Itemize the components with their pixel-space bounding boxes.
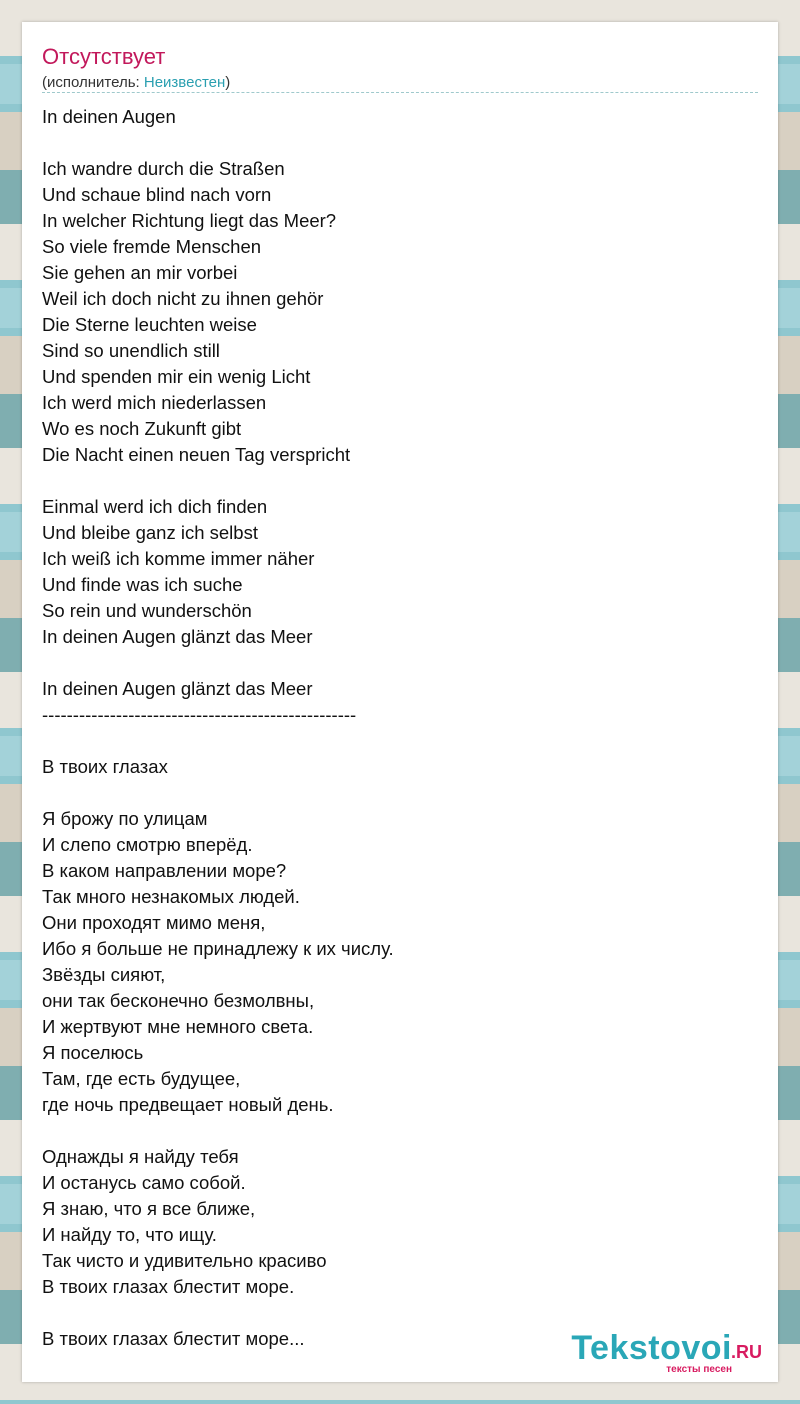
lyric-line: Weil ich doch nicht zu ihnen gehör xyxy=(42,288,324,309)
lyric-line: Die Nacht einen neuen Tag verspricht xyxy=(42,444,351,465)
lyric-line: В твоих глазах xyxy=(42,756,168,777)
lyric-line: Die Sterne leuchten weise xyxy=(42,314,257,335)
lyric-line: Они проходят мимо меня, xyxy=(42,912,266,933)
lyric-line: In welcher Richtung liegt das Meer? xyxy=(42,210,337,231)
lyric-line: Я знаю, что я все ближе, xyxy=(42,1198,256,1219)
logo-domain: .RU xyxy=(731,1342,762,1362)
lyric-line: Ich weiß ich komme immer näher xyxy=(42,548,315,569)
artist-line xyxy=(42,74,230,92)
lyric-line: Und bleibe ganz ich selbst xyxy=(42,522,258,543)
lyric-line: И слепо смотрю вперёд. xyxy=(42,834,253,855)
lyric-line: So rein und wunderschön xyxy=(42,600,252,621)
artist-suffix: ) xyxy=(225,74,231,91)
song-title: Отсутствует xyxy=(42,44,166,69)
lyric-line: где ночь предвещает новый день. xyxy=(42,1094,334,1115)
lyric-line: Ибо я больше не принадлежу к их числу. xyxy=(42,938,394,959)
lyric-line: Ich wandre durch die Straßen xyxy=(42,158,285,179)
lyric-line: Там, где есть будущее, xyxy=(42,1068,241,1089)
lyric-line: И жертвуют мне немного света. xyxy=(42,1016,314,1037)
lyric-line: они так бесконечно безмолвны, xyxy=(42,990,315,1011)
logo-wordmark: Tekstovoi xyxy=(571,1329,732,1367)
lyric-line: Und spenden mir ein wenig Licht xyxy=(42,366,311,387)
lyric-line: Und schaue blind nach vorn xyxy=(42,184,272,205)
artist-link[interactable]: Неизвестен xyxy=(143,74,226,91)
lyric-line: Sind so unendlich still xyxy=(42,340,220,361)
lyric-gap xyxy=(42,1118,742,1144)
lyric-line: Однажды я найду тебя xyxy=(42,1146,239,1167)
lyric-gap xyxy=(42,780,742,806)
lyric-line: Я брожу по улицам xyxy=(42,808,208,829)
logo-tagline: тексты песен xyxy=(666,1364,732,1375)
lyric-line: Я поселюсь xyxy=(42,1042,144,1063)
lyric-line: Так чисто и удивительно красиво xyxy=(42,1250,327,1271)
title-divider xyxy=(42,92,758,93)
lyric-line: In deinen Augen glänzt das Meer xyxy=(42,626,313,647)
lyric-line: Und finde was ich suche xyxy=(42,574,243,595)
lyric-gap xyxy=(42,650,742,676)
lyrics-text xyxy=(42,104,742,1352)
lyric-line: Так много незнакомых людей. xyxy=(42,886,300,907)
lyric-line: И найду то, что ищу. xyxy=(42,1224,217,1245)
lyric-line: In deinen Augen glänzt das Meer xyxy=(42,678,313,699)
lyric-gap xyxy=(42,1300,742,1326)
lyric-gap xyxy=(42,468,742,494)
lyrics-sheet xyxy=(22,22,778,1382)
lyric-line: In deinen Augen xyxy=(42,106,176,127)
lyric-line: --------------------------------------------------- xyxy=(42,704,357,725)
lyric-line: И останусь само собой. xyxy=(42,1172,246,1193)
lyric-line: Sie gehen an mir vorbei xyxy=(42,262,238,283)
lyric-line: Ich werd mich niederlassen xyxy=(42,392,267,413)
lyric-line: Einmal werd ich dich finden xyxy=(42,496,268,517)
lyric-gap xyxy=(42,728,742,754)
lyric-line: В каком направлении море? xyxy=(42,860,287,881)
lyric-line: В твоих глазах блестит море... xyxy=(42,1328,305,1349)
lyric-line: Звёзды сияют, xyxy=(42,964,166,985)
lyric-line: So viele fremde Menschen xyxy=(42,236,262,257)
tekstovoi-logo[interactable] xyxy=(560,1330,770,1374)
lyric-line: Wo es noch Zukunft gibt xyxy=(42,418,242,439)
lyric-gap xyxy=(42,130,742,156)
lyric-line: В твоих глазах блестит море. xyxy=(42,1276,295,1297)
artist-prefix: (исполнитель: xyxy=(42,74,144,91)
